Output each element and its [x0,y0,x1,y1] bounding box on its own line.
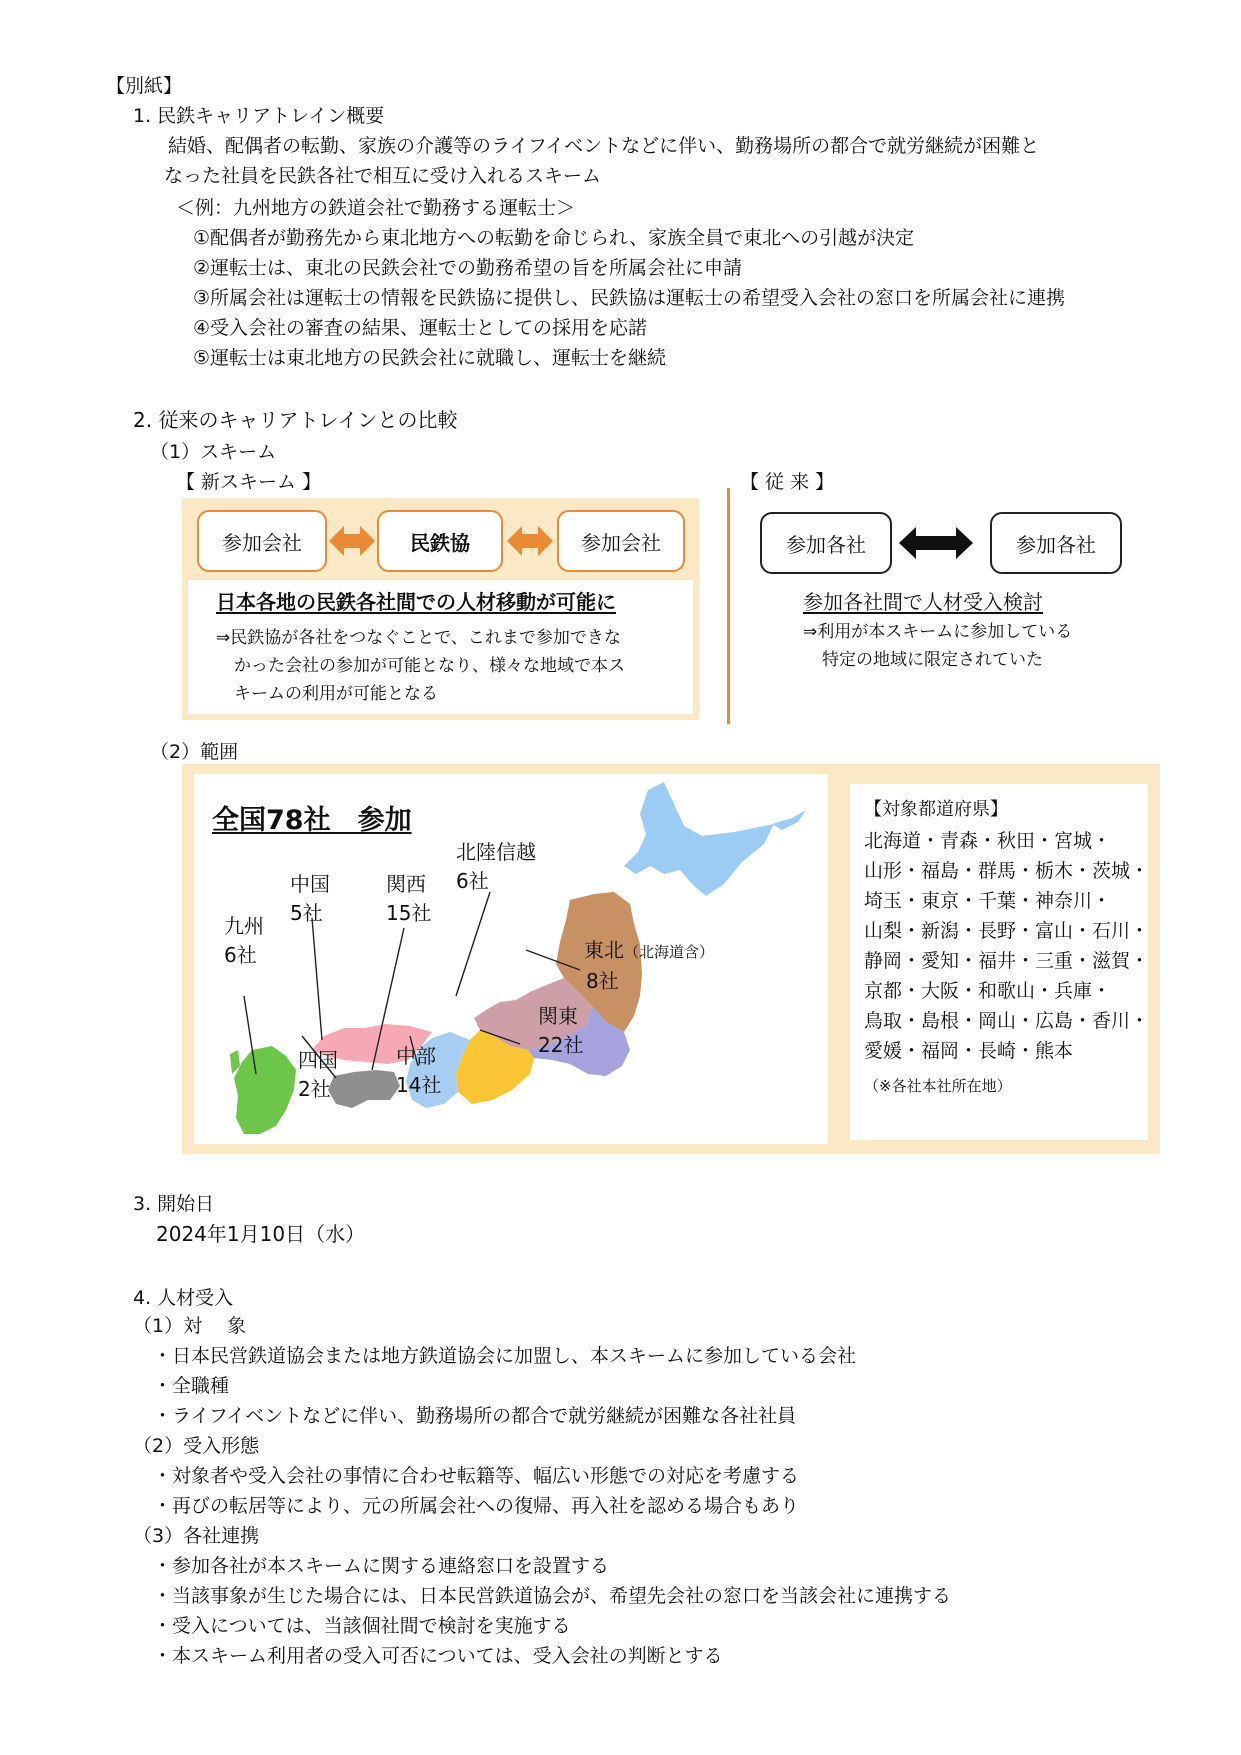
prefecture-line: 山梨・新潟・長野・富山・石川・ [864,920,1150,942]
example-step: ②運転士は、東北の民鉄会社での勤務希望の旨を所属会社に申請 [193,257,743,279]
example-heading: ＜例：九州地方の鉄道会社で勤務する運転士＞ [176,197,576,219]
map-area [194,774,828,1144]
hokkaido-islands [772,810,806,830]
old-scheme-desc-line: 特定の地域に限定されていた [822,650,1043,670]
prefecture-line: 鳥取・島根・岡山・広島・香川・ [864,1010,1150,1032]
double-arrow-icon [328,524,376,558]
example-step: ③所属会社は運転士の情報を民鉄協に提供し、民鉄協は運転士の希望受入会社の窓口を所属会社に連携 [193,287,1066,309]
prefecture-line: 北海道・青森・秋田・宮城・ [864,830,1112,852]
example-step: ①配偶者が勤務先から東北地方への転勤を命じられ、家族全員で東北への引越が決定 [193,227,915,249]
new-scheme-desc-line: ⇒民鉄協が各社をつなぐことで、これまで参加できな [216,628,621,648]
old-participant-box: 参加各社 [990,512,1122,574]
target-item: ・日本民営鉄道協会または地方鉄道協会に加盟し、本スキームに参加している会社 [153,1345,857,1367]
minkyo-box: 民鉄協 [377,510,503,572]
region-label-kyushu: 九州 6社 [224,914,264,967]
header-label: 【別紙】 [106,75,183,97]
start-date: 2024年1月10日（水） [156,1222,366,1246]
region-label-tohoku: 東北（北海道含） 8社 [584,938,715,993]
double-arrow-icon [898,526,974,560]
section2-title: 2. 従来のキャリアトレインとの比較 [133,408,458,432]
prefecture-note: （※各社本社所在地） [864,1077,1012,1095]
old-scheme-desc-line: ⇒利用が本スキームに参加している [803,622,1073,642]
old-participant-box: 参加各社 [760,512,892,574]
prefecture-line: 愛媛・福岡・長崎・熊本 [864,1040,1074,1062]
participant-company-box: 参加会社 [557,510,685,572]
region-label-chubu: 中部 14社 [396,1044,442,1097]
section4-title: 4. 人材受入 [133,1287,234,1309]
section1-desc-line2: なった社員を民鉄各社で相互に受け入れるスキーム [164,165,602,187]
coordination-item: ・本スキーム利用者の受入可否については、受入会社の判断とする [153,1645,723,1667]
region-label-kansai: 関西 15社 [386,872,432,925]
prefecture-list-title: 【対象都道府県】 [864,799,1008,820]
prefecture-line: 埼玉・東京・千葉・神奈川・ [864,890,1112,912]
range-subheading: （2）範囲 [150,741,239,763]
old-scheme-heading: 参加各社間で人材受入検討 [803,590,1043,614]
region-label-hokuriku: 北陸信越 6社 [456,840,536,893]
target-subheading: （1）対 象 [133,1315,247,1337]
new-scheme-desc-line: キームの利用が可能となる [234,684,438,704]
target-item: ・全職種 [153,1375,230,1397]
section1-desc-line1: 結婚、配偶者の転勤、家族の介護等のライフイベントなどに伴い、勤務場所の都合で就労継続が困難と [168,135,1040,157]
region-label-kanto: 関東 22社 [538,1004,584,1057]
double-arrow-icon [506,524,554,558]
prefecture-line: 静岡・愛知・福井・三重・滋賀・ [864,950,1150,972]
new-scheme-panel [182,498,699,720]
new-scheme-description [188,580,693,714]
prefecture-line: 京都・大阪・和歌山・兵庫・ [864,980,1112,1002]
acceptance-item: ・再びの転居等により、元の所属会社への復帰、再入社を認める場合もあり [153,1495,800,1517]
section3-title: 3. 開始日 [133,1193,215,1215]
new-scheme-desc-line: かった会社の参加が可能となり、様々な地域で本ス [234,656,625,676]
map-title: 全国78社 参加 [212,805,412,836]
coordination-item: ・当該事象が生じた場合には、日本民営鉄道協会が、希望先会社の窓口を当該会社に連携する [153,1585,952,1607]
new-scheme-heading: 日本各地の民鉄各社間での人材移動が可能に [216,590,616,614]
participant-company-box: 参加会社 [197,510,327,572]
section1-title: 1. 民鉄キャリアトレイン概要 [133,105,385,127]
coordination-item: ・受入については、当該個社間で検討を実施する [153,1615,571,1637]
range-panel [182,764,1160,1154]
coordination-subheading: （3）各社連携 [133,1525,260,1547]
prefecture-list-box [850,784,1148,1140]
new-scheme-label: 【 新スキーム 】 [176,471,322,493]
region-label-chugoku: 中国 5社 [290,872,330,925]
example-step: ⑤運転士は東北地方の民鉄会社に就職し、運転士を継続 [193,347,667,369]
target-item: ・ライフイベントなどに伴い、勤務場所の都合で就労継続が困難な各社社員 [153,1405,797,1427]
region-label-shikoku: 四国 2社 [298,1048,338,1101]
shikoku-region [328,1070,400,1108]
hokkaido-region [624,782,774,896]
prefecture-line: 山形・福島・群馬・栃木・茨城・ [864,860,1150,882]
vertical-divider [727,488,730,724]
scheme-subheading: （1）スキーム [150,441,277,463]
acceptance-subheading: （2）受入形態 [133,1435,260,1457]
old-scheme-label: 【 従 来 】 [740,471,835,493]
japan-map [194,774,828,1144]
coordination-item: ・参加各社が本スキームに関する連絡窓口を設置する [153,1555,610,1577]
kyushu-region [234,1046,296,1134]
prefecture-list [864,826,1149,1066]
example-step: ④受入会社の審査の結果、運転士としての採用を応諾 [193,317,648,339]
acceptance-item: ・対象者や受入会社の事情に合わせ転籍等、幅広い形態での対応を考慮する [153,1465,800,1487]
